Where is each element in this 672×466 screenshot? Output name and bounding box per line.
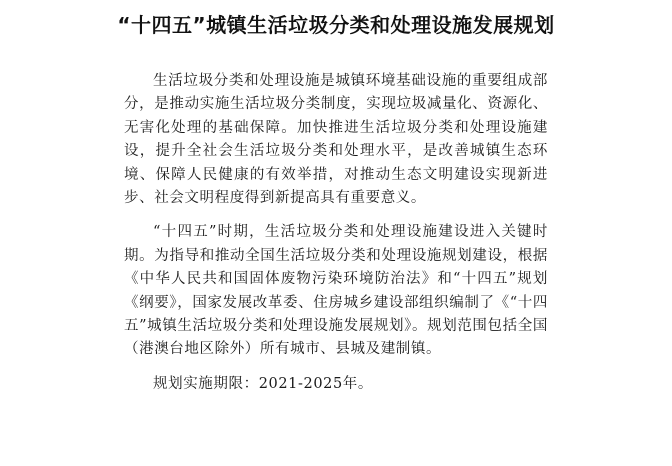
paragraph-background: “十四五”时期，生活垃圾分类和处理设施建设进入关键时期。为指导和推动全国生活垃圾分类和处理设施规划建设，根据《中华人民共和国固体废物污染环境防治法》和“十四五”规划《纲要》，国家发展改革委、住房城乡建设部组织编制了《“十四五”城镇生活垃圾分类和处理设施发展规划》。规划范围包括全国（港澳台地区除外）所有城市、县城及建制镇。 <box>124 224 548 358</box>
document-body <box>124 70 548 396</box>
paragraph-period: 规划实施期限：2021-2025年。 <box>153 375 374 392</box>
document-title: “十四五”城镇生活垃圾分类和处理设施发展规划 <box>117 13 555 37</box>
paragraph-intro: 生活垃圾分类和处理设施是城镇环境基础设施的重要组成部分，是推动实施生活垃圾分类制度，实现垃圾减量化、资源化、无害化处理的基础保障。加快推进生活垃圾分类和处理设施建设，提升全社会生活垃圾分类和处理水平，是改善城镇生态环境、保障人民健康的有效举措，对推动生态文明建设实现新进步、社会文明程度得到新提高具有重要意义。 <box>124 73 548 207</box>
